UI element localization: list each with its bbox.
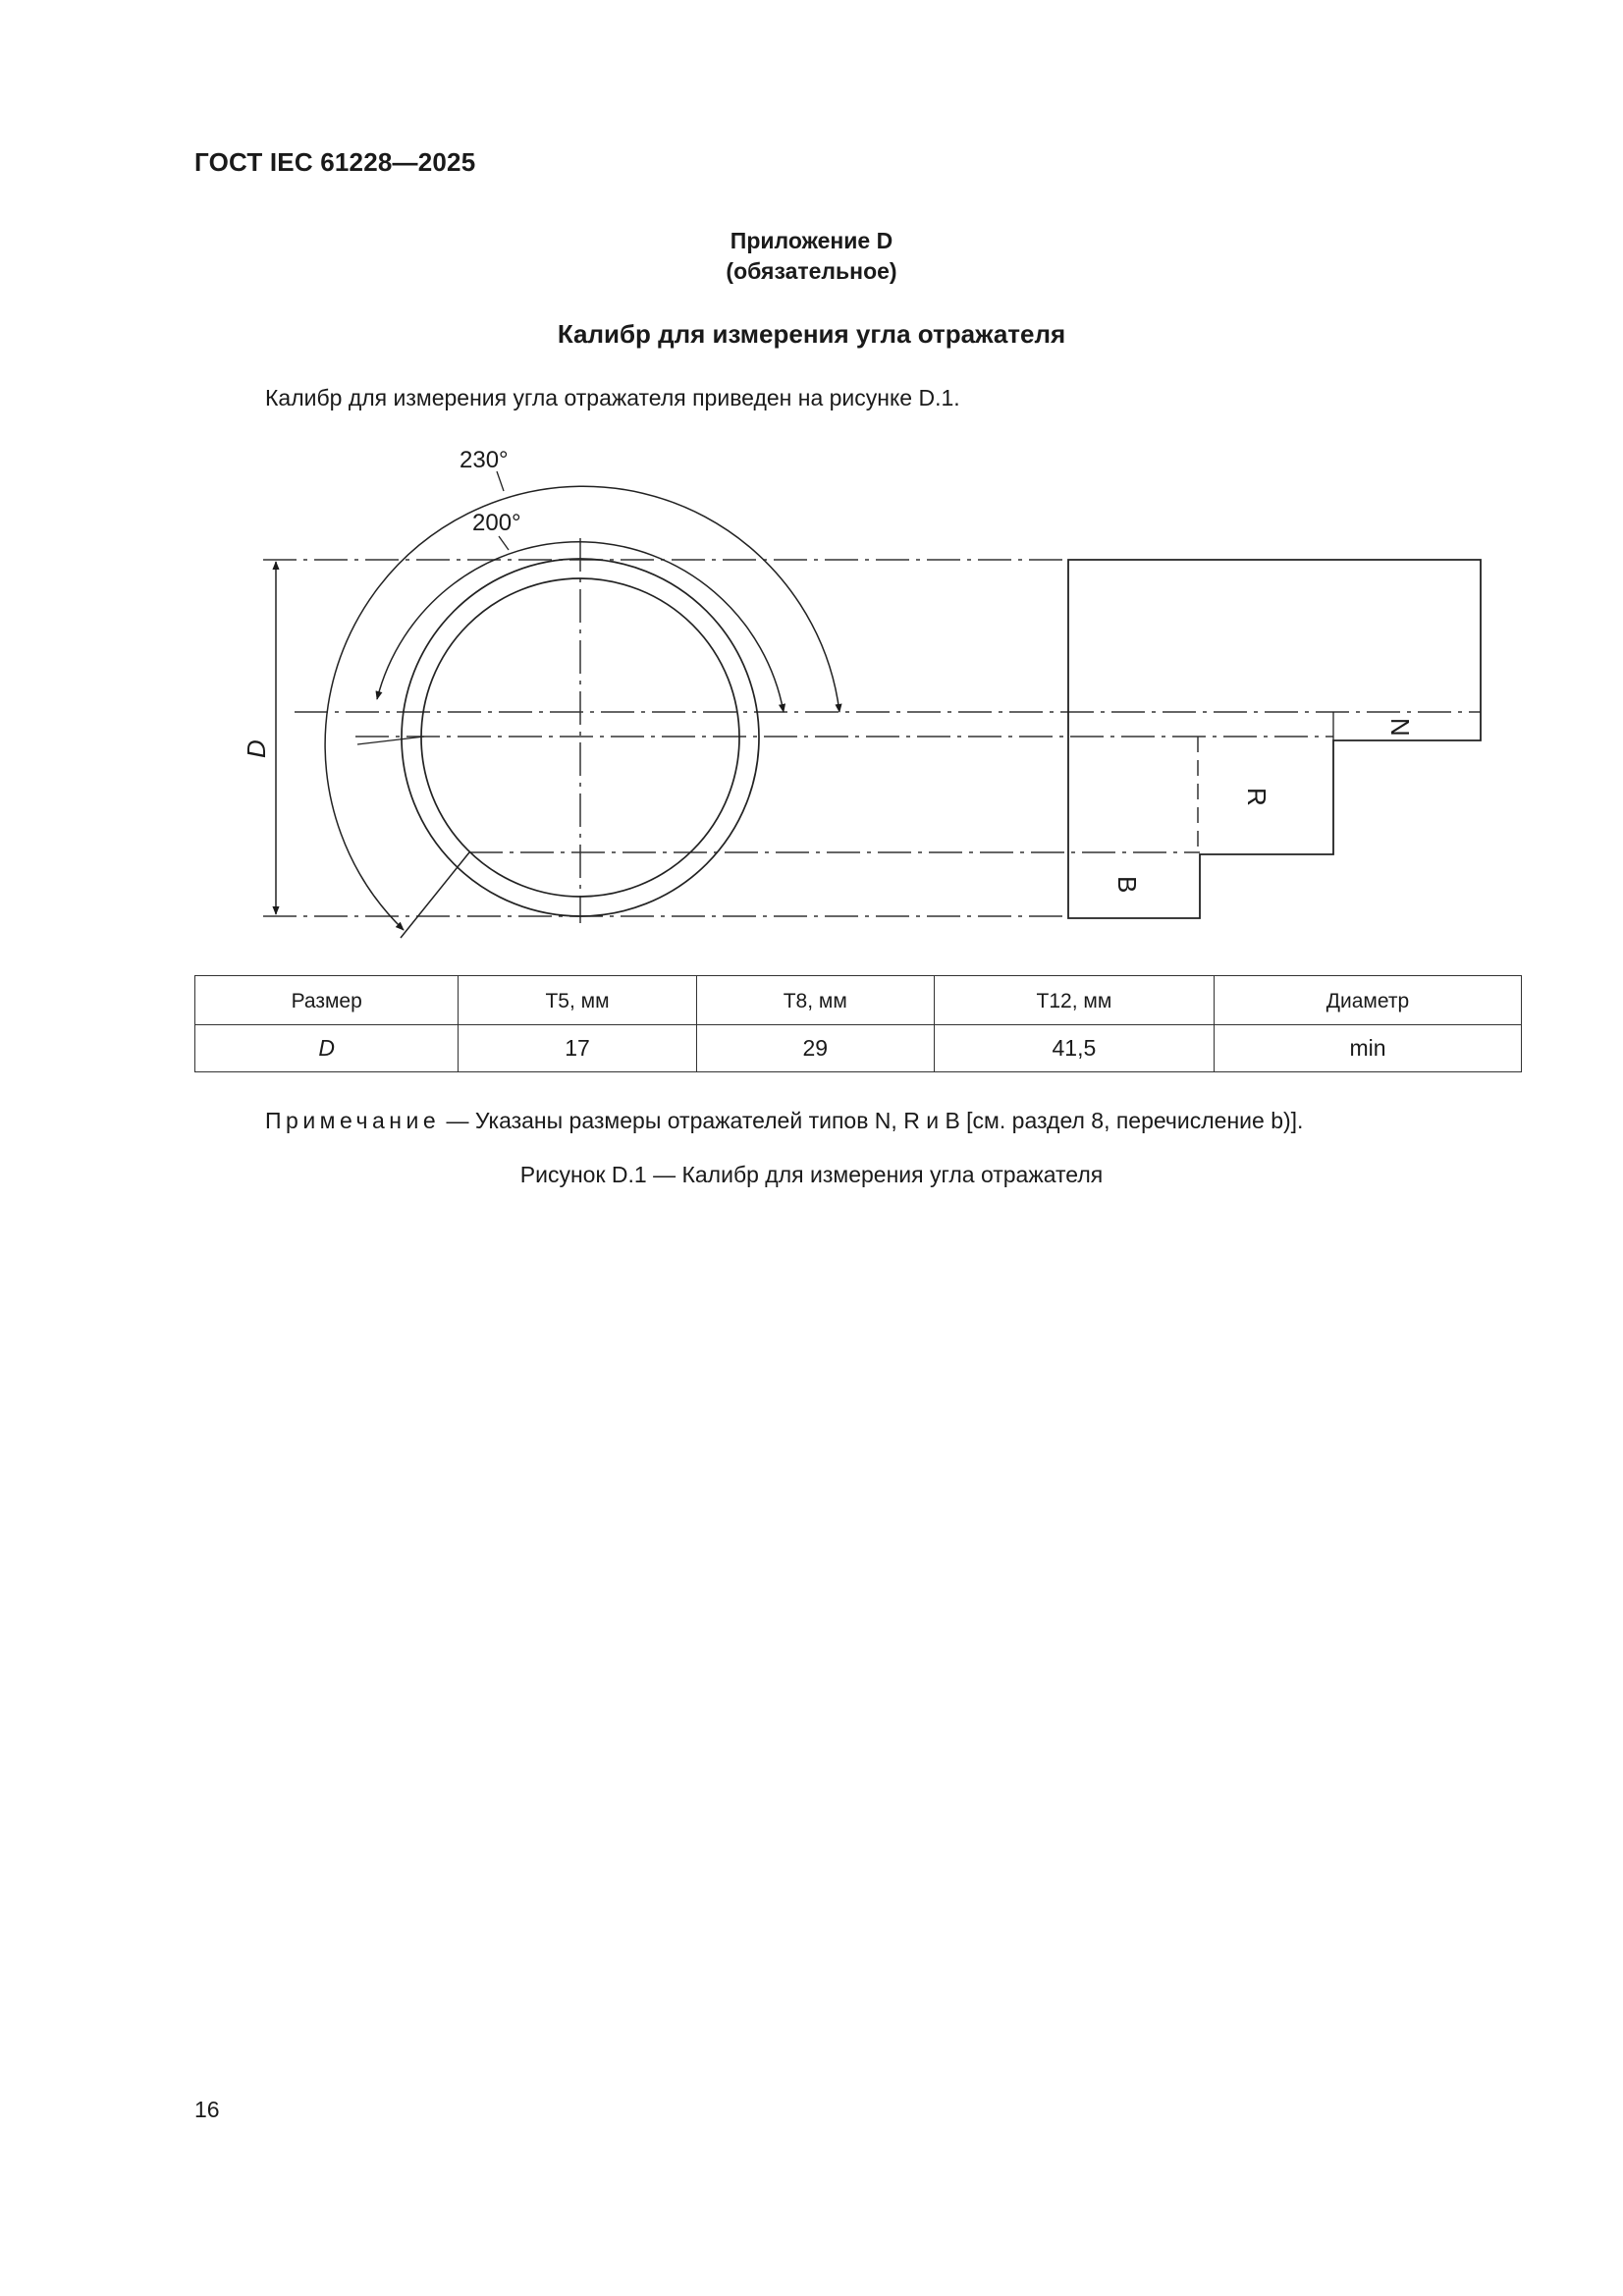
dimensions-table [194, 975, 1522, 1072]
page-number: 16 [194, 2097, 220, 2122]
leader-200 [499, 536, 509, 550]
label-n: N [1385, 718, 1415, 737]
document-header: ГОСТ IEC 61228—2025 [194, 147, 476, 177]
table-header-cell: T12, мм [934, 976, 1214, 1025]
annex-status: (обязательное) [726, 258, 897, 284]
table-cell: 29 [696, 1025, 934, 1072]
diagonal-leader [401, 852, 469, 938]
note-paragraph [265, 1108, 1303, 1134]
figure-caption: Рисунок D.1 — Калибр для измерения угла отражателя [519, 1162, 1104, 1187]
label-b: B [1112, 876, 1142, 894]
arc-230 [325, 486, 839, 930]
annex-label: Приложение D [730, 228, 893, 253]
angle-200-label: 200° [472, 510, 521, 536]
leader-230 [497, 471, 504, 491]
note-text: — Указаны размеры отражателей типов N, R и B [см. раздел 8, перечисление b)]. [440, 1108, 1304, 1133]
section-title: Калибр для измерения угла отражателя [557, 319, 1066, 349]
table-cell: min [1214, 1025, 1521, 1072]
dimension-label-d: D [242, 739, 271, 758]
intro-paragraph: Калибр для измерения угла отражателя приведен на рисунке D.1. [265, 385, 960, 410]
gauge-drawing [0, 0, 1623, 972]
table-cell: D [195, 1025, 459, 1072]
table-cell: 17 [459, 1025, 696, 1072]
label-r: R [1242, 788, 1271, 806]
tangent-line [357, 737, 424, 744]
table-header-cell: T5, мм [459, 976, 696, 1025]
table-row [195, 1025, 1522, 1072]
table-header-cell: T8, мм [696, 976, 934, 1025]
note-label: Примечание [265, 1108, 441, 1133]
table-cell: 41,5 [934, 1025, 1214, 1072]
angle-230-label: 230° [460, 447, 509, 473]
reflector-block [1068, 560, 1481, 918]
table-header-cell: Диаметр [1214, 976, 1521, 1025]
table-header-cell: Размер [195, 976, 459, 1025]
table-header-row [195, 976, 1522, 1025]
